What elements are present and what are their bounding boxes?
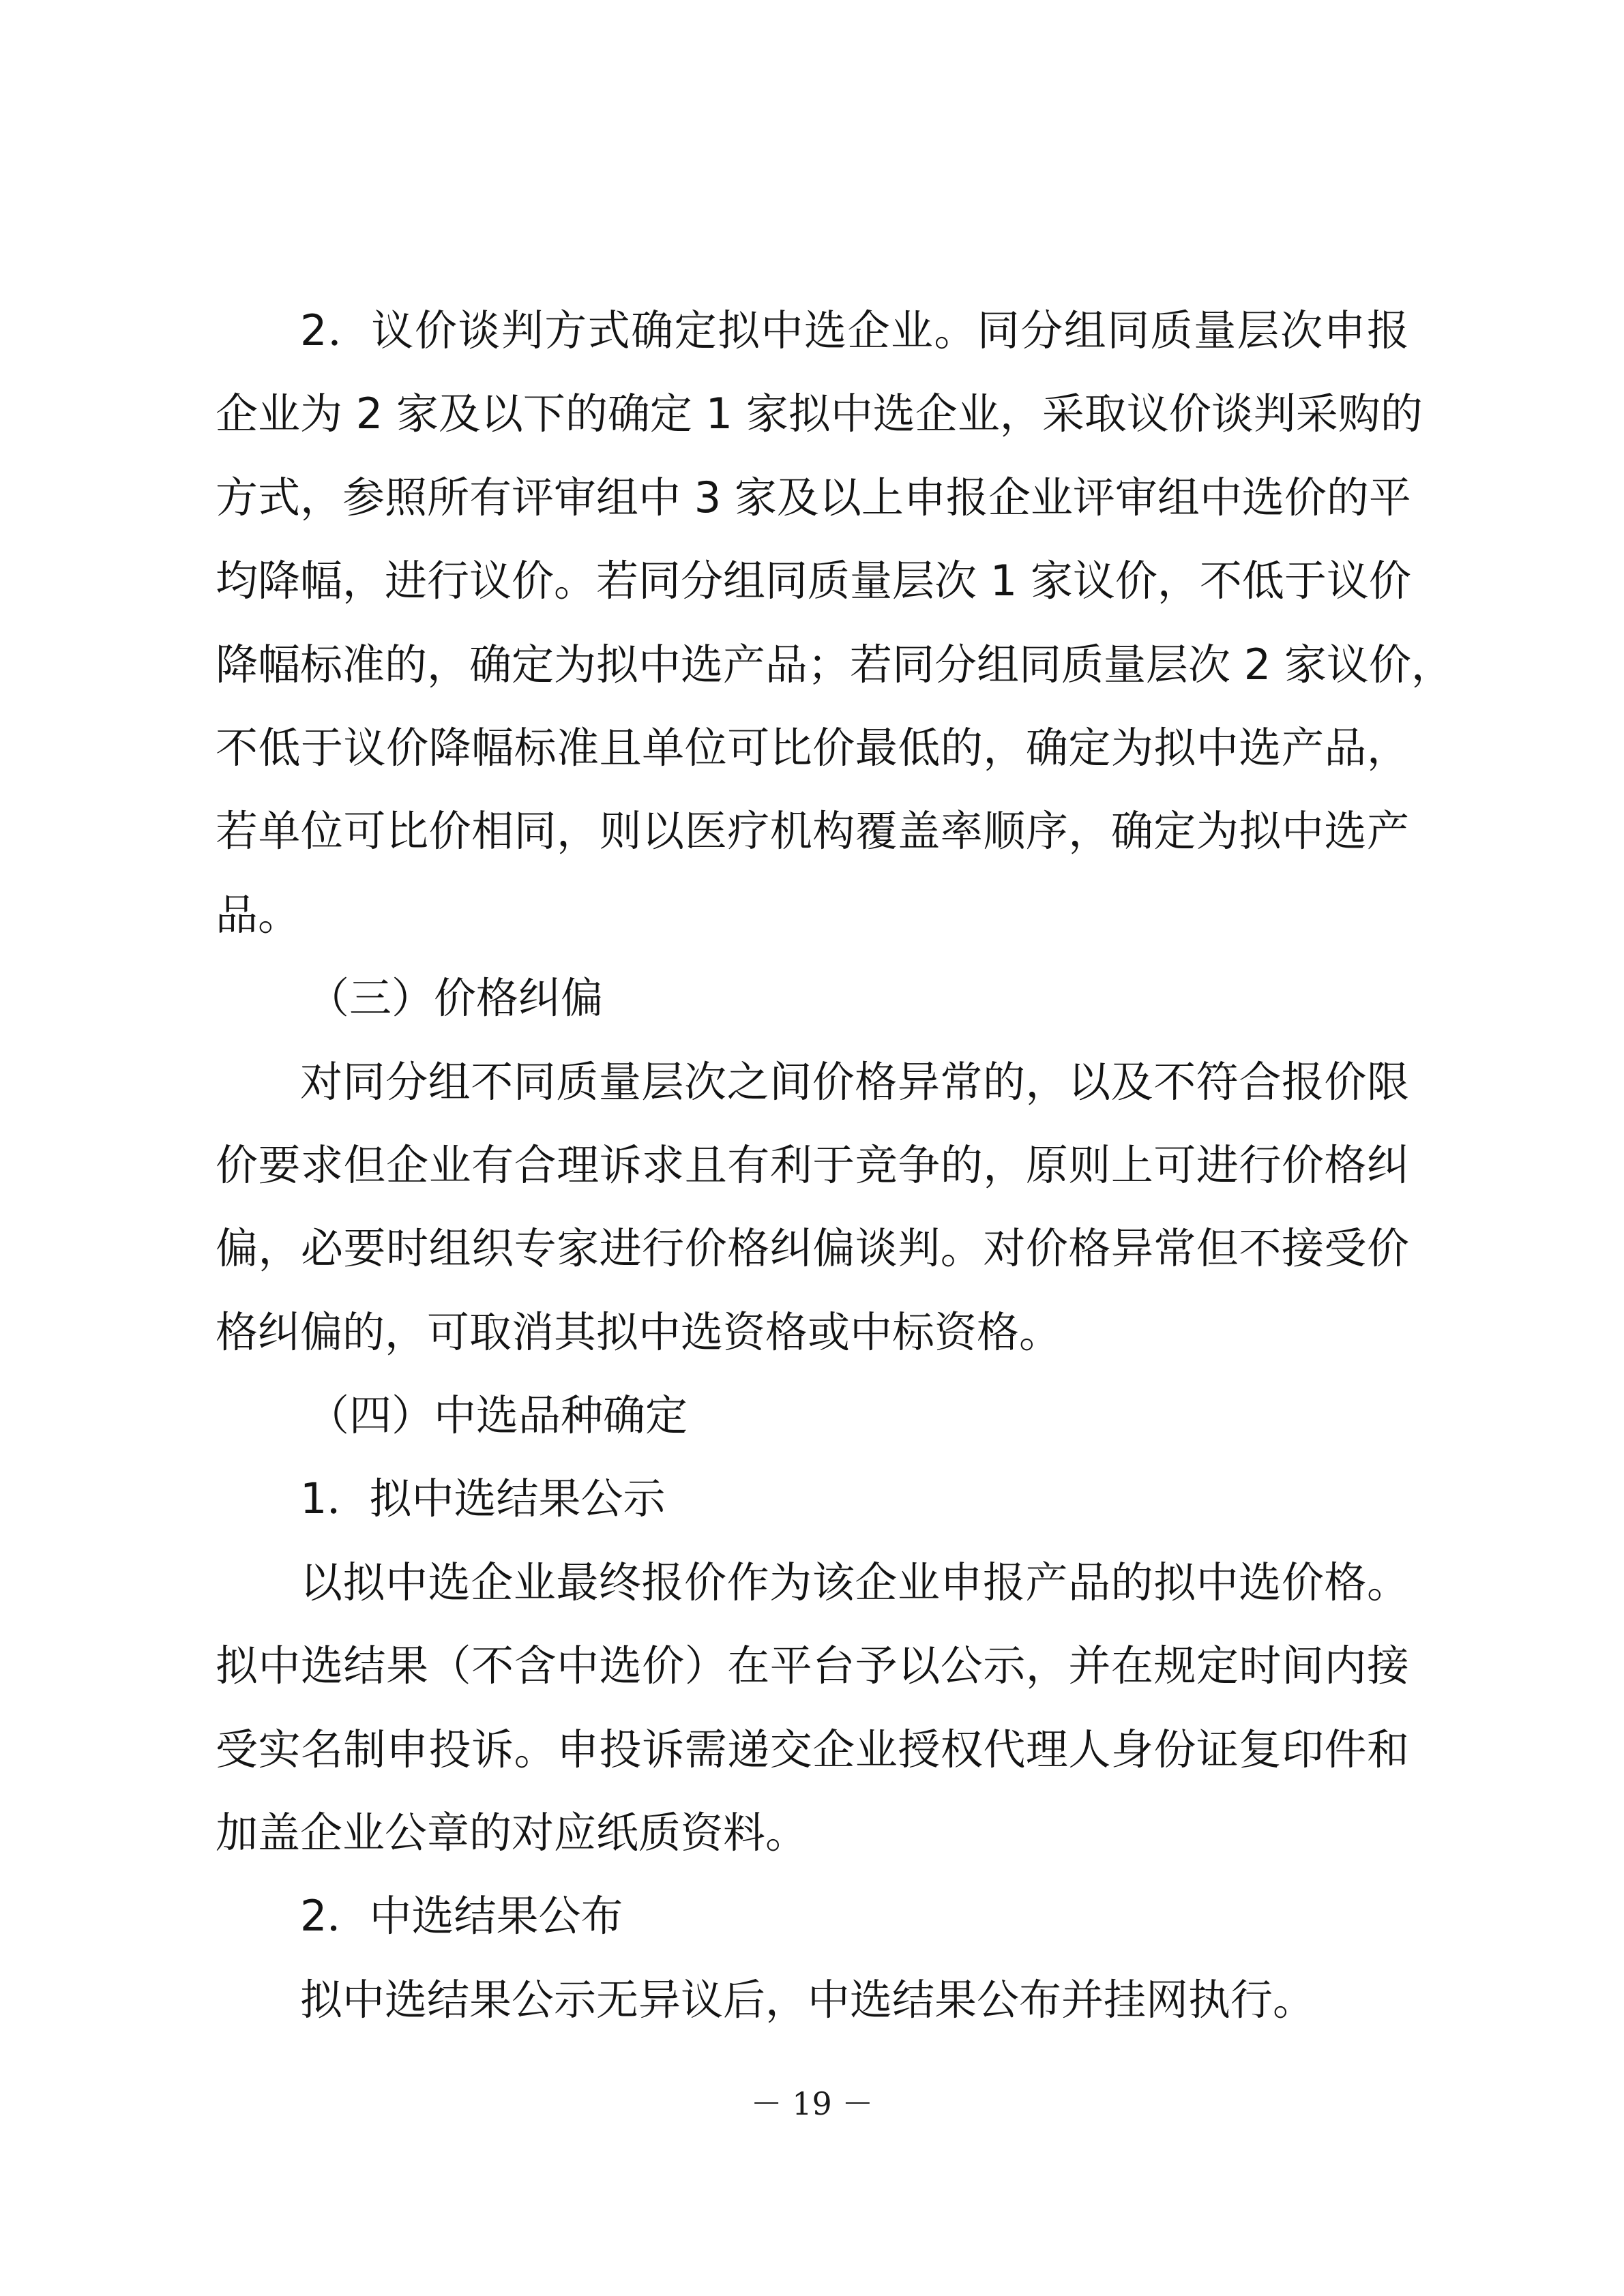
paragraph-line: 加盖企业公章的对应纸质资料。 xyxy=(216,1808,808,1858)
subsection-heading: 1．拟中选结果公示 xyxy=(300,1474,666,1524)
paragraph-line: 受实名制申投诉。申投诉需递交企业授权代理人身份证复印件和 xyxy=(216,1724,1409,1774)
body-text xyxy=(216,289,1453,2042)
paragraph-line: 降幅标准的，确定为拟中选产品；若同分组同质量层次 2 家议价， xyxy=(216,639,1453,689)
paragraph-line: 偏，必要时组织专家进行价格纠偏谈判。对价格异常但不接受价 xyxy=(216,1223,1409,1274)
paragraph-line: 对同分组不同质量层次之间价格异常的，以及不符合报价限 xyxy=(300,1056,1409,1107)
paragraph-line: 不低于议价降幅标准且单位可比价最低的，确定为拟中选产品， xyxy=(216,722,1409,773)
paragraph-line: 以拟中选企业最终报价作为该企业申报产品的拟中选价格。 xyxy=(300,1557,1409,1607)
page-number: － 19 － xyxy=(750,2085,874,2122)
subsection-heading: 2．中选结果公布 xyxy=(300,1891,623,1941)
paragraph-line: 品。 xyxy=(216,889,301,940)
section-heading: （三）价格纠偏 xyxy=(307,973,604,1024)
paragraph-line: 拟中选结果（不含中选价）在平台予以公示，并在规定时间内接 xyxy=(216,1641,1409,1691)
paragraph-line: 均降幅，进行议价。若同分组同质量层次 1 家议价，不低于议价 xyxy=(216,556,1411,606)
paragraph-line: 若单位可比价相同，则以医疗机构覆盖率顺序，确定为拟中选产 xyxy=(216,806,1409,856)
paragraph-line: 价要求但企业有合理诉求且有利于竞争的，原则上可进行价格纠 xyxy=(216,1139,1409,1190)
paragraph-line: 企业为 2 家及以下的确定 1 家拟中选企业，采取议价谈判采购的 xyxy=(216,389,1423,439)
paragraph-line: 拟中选结果公示无异议后，中选结果公布并挂网执行。 xyxy=(300,1974,1316,2025)
section-heading: （四）中选品种确定 xyxy=(307,1390,688,1441)
paragraph-line: 2．议价谈判方式确定拟中选企业。同分组同质量层次申报 xyxy=(300,305,1409,355)
paragraph-line: 方式，参照所有评审组中 3 家及以上申报企业评审组中选价的平 xyxy=(216,472,1411,522)
paragraph-line: 格纠偏的，可取消其拟中选资格或中标资格。 xyxy=(216,1307,1062,1357)
